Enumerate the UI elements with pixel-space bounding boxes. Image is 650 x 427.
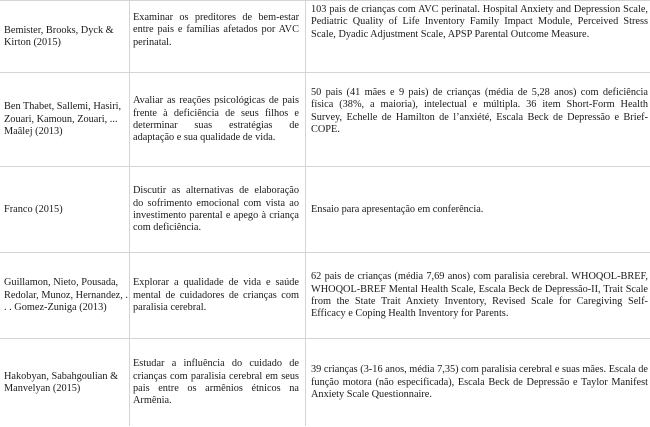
sample-cell — [311, 339, 648, 427]
table-row — [0, 166, 650, 253]
objective-text: Explorar a qualidade de vida e saúde mental de cuidadores de crianças com paralisia cerebral. — [133, 277, 299, 314]
table-row — [0, 72, 650, 167]
sample-cell — [311, 167, 648, 253]
sample-cell — [311, 73, 648, 167]
objective-cell — [133, 1, 299, 73]
author-cell — [4, 1, 128, 73]
author-cell — [4, 167, 128, 253]
sample-text: 39 crianças (3-16 anos, média 7,35) com paralisia cerebral e suas mães. Escala de função motora (não especificada), Escala Beck de Depressão e Taylor Manifest Anxiety Scale Questionnaire. — [311, 364, 648, 401]
table-row — [0, 338, 650, 427]
author-text: Guillamon, Nieto, Pousada, Redolar, Munoz, Hernandez, . . . Gomez-Zuniga (2013) — [4, 277, 128, 314]
table-row — [0, 0, 650, 73]
author-cell — [4, 339, 128, 427]
objective-text: Examinar os preditores de bem-estar entre pais e famílias afetados por AVC perinatal. — [133, 12, 299, 48]
sample-text: Ensaio para apresentação em conferência. — [311, 203, 484, 215]
sample-text: 50 pais (41 mães e 9 pais) de crianças (média de 5,28 anos) com deficiência física (38%, a maioria), intelectual e múltipla. 36 item Short-Form Health Survey, Echelle de Hamilton de l’anxiété, Escala Beck de Depressão e Brief-COPE. — [311, 87, 648, 136]
author-cell — [4, 253, 128, 339]
sample-cell — [311, 253, 648, 339]
sample-text: 62 pais de crianças (média 7,69 anos) com paralisia cerebral. WHOQOL-BREF, WHOQOL-BREF Mental Health Scale, Escala Beck de Depressão-II, Trait Scale from the State Trait Anxiety Inventory, Revised Scale for Caregiving Self-Efficacy e Coping Health Inventory for Parents. — [311, 271, 648, 320]
objective-text: Estudar a influência do cuidado de crianças com paralisia cerebral em seus pais entre os armênios étnicos na Armênia. — [133, 358, 299, 407]
sample-text: 103 pais de crianças com AVC perinatal. Hospital Anxiety and Depression Scale, Pediatric Quality of Life Inventory Family Impact Module, Perceived Stress Scale, Dyadic Adjustment Scale, APSP Parental Outcome Measure. — [311, 4, 648, 40]
objective-cell — [133, 167, 299, 253]
author-text: Bemister, Brooks, Dyck & Kirton (2015) — [4, 24, 114, 48]
objective-cell — [133, 253, 299, 339]
author-text: Hakobyan, Sabahgoulian & Manvelyan (2015) — [4, 370, 119, 394]
objective-cell — [133, 339, 299, 427]
author-cell — [4, 73, 128, 167]
objective-text: Avaliar as reações psicológicas de pais frente à deficiência de seus filhos e determinar suas estratégias de adaptação e sua qualidade de vida. — [133, 95, 299, 144]
table-row — [0, 252, 650, 339]
sample-cell — [311, 1, 648, 73]
author-text: Ben Thabet, Sallemi, Hasiri, Zouari, Kamoun, Zouari, ... Maâlej (2013) — [4, 101, 122, 138]
author-text: Franco (2015) — [4, 203, 63, 215]
objective-text: Discutir as alternativas de elaboração do sofrimento emocional com vista ao investimento parental e apego à criança com deficiência. — [133, 185, 299, 234]
objective-cell — [133, 73, 299, 167]
